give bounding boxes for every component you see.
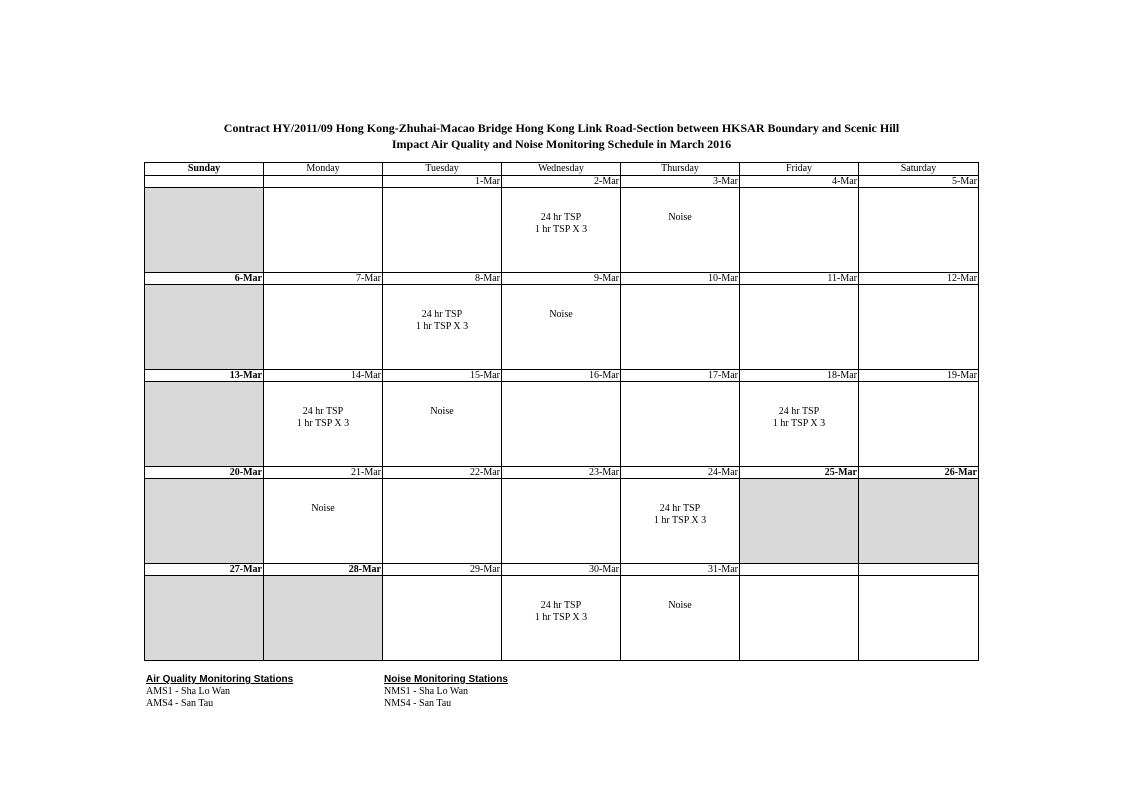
event-cell <box>740 479 859 564</box>
date-cell: 12-Mar <box>859 273 979 285</box>
date-row <box>145 273 979 285</box>
noise-legend-heading: Noise Monitoring Stations <box>384 674 508 685</box>
event-cell <box>264 188 383 273</box>
event-cell <box>740 576 859 661</box>
date-cell: 29-Mar <box>383 564 502 576</box>
event-line: Noise <box>430 406 454 417</box>
event-cell <box>502 479 621 564</box>
event-line: Noise <box>549 309 573 320</box>
event-cell <box>145 285 264 370</box>
monitoring-calendar <box>144 162 979 661</box>
date-row <box>145 176 979 188</box>
event-cell <box>740 382 859 467</box>
weekday-header: Sunday <box>145 163 264 176</box>
date-cell: 25-Mar <box>740 467 859 479</box>
event-cell <box>145 479 264 564</box>
date-cell: 13-Mar <box>145 370 264 382</box>
date-cell: 24-Mar <box>621 467 740 479</box>
event-cell <box>383 479 502 564</box>
weekday-header: Thursday <box>621 163 740 176</box>
event-cell <box>621 479 740 564</box>
date-cell: 17-Mar <box>621 370 740 382</box>
event-cell <box>502 285 621 370</box>
weekday-header: Tuesday <box>383 163 502 176</box>
weekday-header: Friday <box>740 163 859 176</box>
date-cell: 26-Mar <box>859 467 979 479</box>
event-cell <box>383 382 502 467</box>
event-row <box>145 382 979 467</box>
event-row <box>145 285 979 370</box>
date-cell: 10-Mar <box>621 273 740 285</box>
date-row <box>145 564 979 576</box>
date-cell: 23-Mar <box>502 467 621 479</box>
event-cell <box>383 188 502 273</box>
date-cell: 27-Mar <box>145 564 264 576</box>
date-cell: 16-Mar <box>502 370 621 382</box>
event-cell <box>264 285 383 370</box>
event-cell <box>383 285 502 370</box>
event-line: 24 hr TSP <box>421 309 463 320</box>
date-cell: 20-Mar <box>145 467 264 479</box>
event-line: 1 hr TSP X 3 <box>653 515 707 526</box>
date-cell: 7-Mar <box>264 273 383 285</box>
event-cell <box>145 576 264 661</box>
event-line: Noise <box>668 600 692 611</box>
event-cell <box>621 576 740 661</box>
event-line: 24 hr TSP <box>659 503 701 514</box>
event-line: Noise <box>311 503 335 514</box>
event-line: 24 hr TSP <box>302 406 344 417</box>
event-cell <box>859 285 979 370</box>
date-cell: 14-Mar <box>264 370 383 382</box>
date-cell: 11-Mar <box>740 273 859 285</box>
event-line: 1 hr TSP X 3 <box>534 224 588 235</box>
event-cell <box>145 188 264 273</box>
date-cell: 6-Mar <box>145 273 264 285</box>
event-cell <box>264 382 383 467</box>
event-line: 1 hr TSP X 3 <box>772 418 826 429</box>
event-cell <box>621 285 740 370</box>
schedule-title: Contract HY/2011/09 Hong Kong-Zhuhai-Macao Bridge Hong Kong Link Road-Section between HKSAR Boundary and Scenic Hill <box>223 121 900 135</box>
event-row <box>145 576 979 661</box>
weekday-header: Monday <box>264 163 383 176</box>
date-cell: 18-Mar <box>740 370 859 382</box>
event-cell <box>740 188 859 273</box>
event-cell <box>502 188 621 273</box>
event-cell <box>502 576 621 661</box>
event-line: Noise <box>668 212 692 223</box>
date-cell: 1-Mar <box>383 176 502 188</box>
date-cell: 15-Mar <box>383 370 502 382</box>
date-cell: 28-Mar <box>264 564 383 576</box>
date-cell: 9-Mar <box>502 273 621 285</box>
event-cell <box>264 479 383 564</box>
noise-station: NMS4 - San Tau <box>384 698 452 709</box>
date-cell: 22-Mar <box>383 467 502 479</box>
event-line: 24 hr TSP <box>540 600 582 611</box>
noise-station: NMS1 - Sha Lo Wan <box>384 686 469 697</box>
event-cell <box>502 382 621 467</box>
weekday-header: Saturday <box>859 163 979 176</box>
event-cell <box>621 188 740 273</box>
date-cell: 5-Mar <box>859 176 979 188</box>
date-cell: 3-Mar <box>621 176 740 188</box>
date-cell: 19-Mar <box>859 370 979 382</box>
air-quality-legend <box>146 673 293 710</box>
air-quality-legend-heading: Air Quality Monitoring Stations <box>146 674 294 685</box>
date-row <box>145 467 979 479</box>
date-cell <box>740 564 859 576</box>
date-cell: 8-Mar <box>383 273 502 285</box>
event-row <box>145 479 979 564</box>
date-cell <box>145 176 264 188</box>
event-cell <box>264 576 383 661</box>
date-cell: 21-Mar <box>264 467 383 479</box>
event-cell <box>859 188 979 273</box>
event-row <box>145 188 979 273</box>
schedule-subtitle: Impact Air Quality and Noise Monitoring Schedule in March 2016 <box>391 137 732 151</box>
event-cell <box>859 479 979 564</box>
date-cell: 30-Mar <box>502 564 621 576</box>
date-row <box>145 370 979 382</box>
date-cell <box>859 564 979 576</box>
event-cell <box>740 285 859 370</box>
weekday-header: Wednesday <box>502 163 621 176</box>
event-cell <box>145 382 264 467</box>
event-line: 1 hr TSP X 3 <box>534 612 588 623</box>
event-line: 1 hr TSP X 3 <box>296 418 350 429</box>
date-cell: 31-Mar <box>621 564 740 576</box>
date-cell: 2-Mar <box>502 176 621 188</box>
air-quality-station: AMS4 - San Tau <box>146 698 214 709</box>
date-cell <box>264 176 383 188</box>
weekday-header-row <box>145 163 979 176</box>
event-cell <box>859 576 979 661</box>
event-line: 24 hr TSP <box>778 406 820 417</box>
air-quality-station: AMS1 - Sha Lo Wan <box>146 686 231 697</box>
event-line: 1 hr TSP X 3 <box>415 321 469 332</box>
event-cell <box>621 382 740 467</box>
event-cell <box>383 576 502 661</box>
date-cell: 4-Mar <box>740 176 859 188</box>
event-line: 24 hr TSP <box>540 212 582 223</box>
noise-legend <box>384 673 508 710</box>
event-cell <box>859 382 979 467</box>
